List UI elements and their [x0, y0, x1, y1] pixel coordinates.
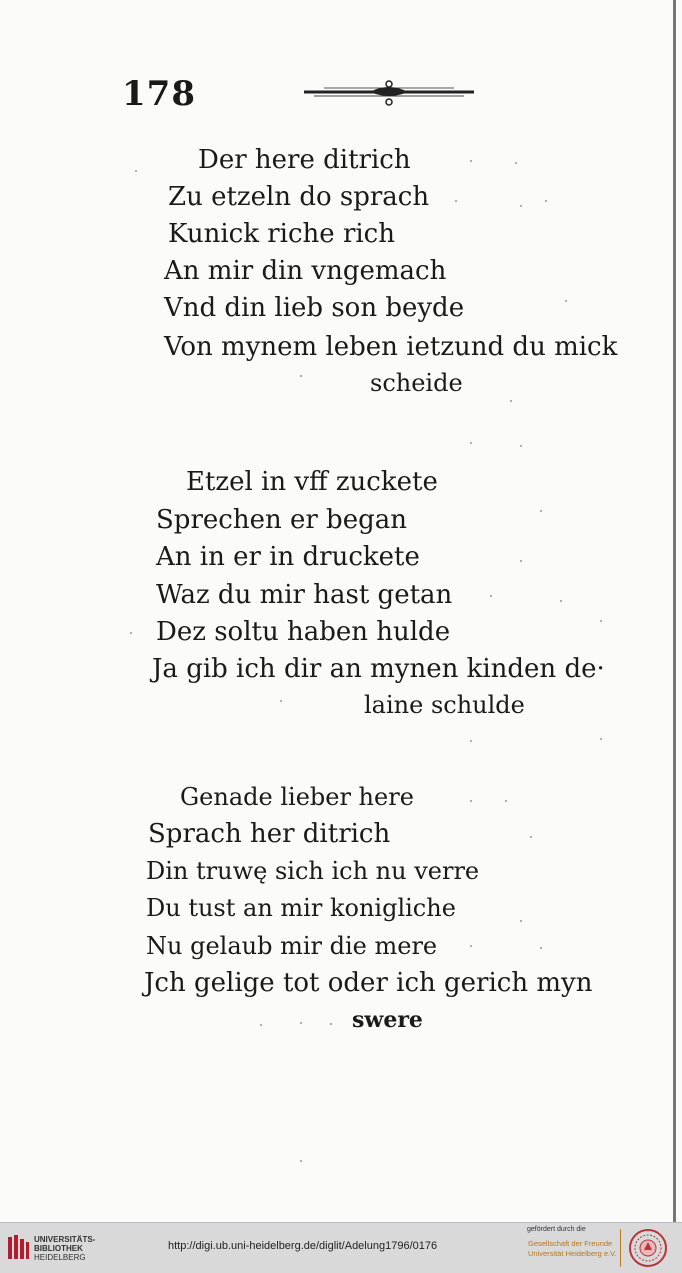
- stanza-2-line-7: laine schulde: [364, 691, 525, 719]
- stanza-3-line-2: Sprach her ditrich: [148, 819, 391, 849]
- stanza-1-line-5: Vnd din lieb son beyde: [164, 293, 465, 323]
- stanza-3-line-6: Jch gelige tot oder ich gerich myn: [144, 968, 593, 998]
- sponsor-divider: [620, 1229, 621, 1267]
- stanza-3-line-7: swere: [352, 1007, 423, 1033]
- page-edge-border: [673, 0, 676, 1222]
- stanza-3-line-1: Genade lieber here: [180, 783, 414, 811]
- library-name: [34, 1235, 95, 1262]
- library-name-line-2: BIBLIOTHEK: [34, 1244, 83, 1253]
- stanza-3-line-3: Din truwę sich ich nu verre: [146, 857, 480, 885]
- stanza-2-line-1: Etzel in vff zuckete: [186, 467, 438, 497]
- permalink-url[interactable]: http://digi.ub.uni-heidelberg.de/diglit/Adelung1796/0176: [168, 1240, 438, 1252]
- ornament-rule-icon: [300, 78, 478, 108]
- stanza-2-line-3: An in er in druckete: [156, 542, 420, 572]
- page-number: 178: [122, 74, 196, 114]
- stanza-3-line-5: Nu gelaub mir die mere: [146, 932, 438, 960]
- stanza-1-line-2: Zu etzeln do sprach: [168, 182, 430, 212]
- footer-bar: [0, 1222, 682, 1273]
- sponsor-name-line-2: Universität Heidelberg e.V.: [528, 1249, 617, 1258]
- stanza-1-line-4: An mir din vngemach: [164, 256, 447, 286]
- sponsor-name-line-1: Gesellschaft der Freunde: [528, 1239, 613, 1248]
- library-name-line-1: UNIVERSITÄTS-: [34, 1235, 96, 1244]
- stanza-2-line-4: Waz du mir hast getan: [156, 580, 453, 610]
- stanza-1-line-7: scheide: [370, 369, 463, 397]
- stanza-3-line-4: Du tust an mir konigliche: [146, 894, 456, 922]
- sponsor-name: [528, 1239, 617, 1259]
- stanza-1-line-1: Der here ditrich: [198, 145, 411, 175]
- stanza-2-line-5: Dez soltu haben hulde: [156, 617, 451, 647]
- stanza-1-line-6: Von mynem leben ietzund du mick: [164, 332, 618, 362]
- university-library-logo-icon: [6, 1233, 30, 1263]
- sponsor-label: gefördert durch die: [527, 1226, 586, 1233]
- stanza-2-line-2: Sprechen er began: [156, 505, 407, 535]
- university-seal-icon: [628, 1228, 668, 1268]
- library-name-line-3: HEIDELBERG: [34, 1253, 86, 1262]
- stanza-2-line-6: Ja gib ich dir an mynen kinden de·: [152, 654, 605, 684]
- stanza-1-line-3: Kunick riche rich: [168, 219, 395, 249]
